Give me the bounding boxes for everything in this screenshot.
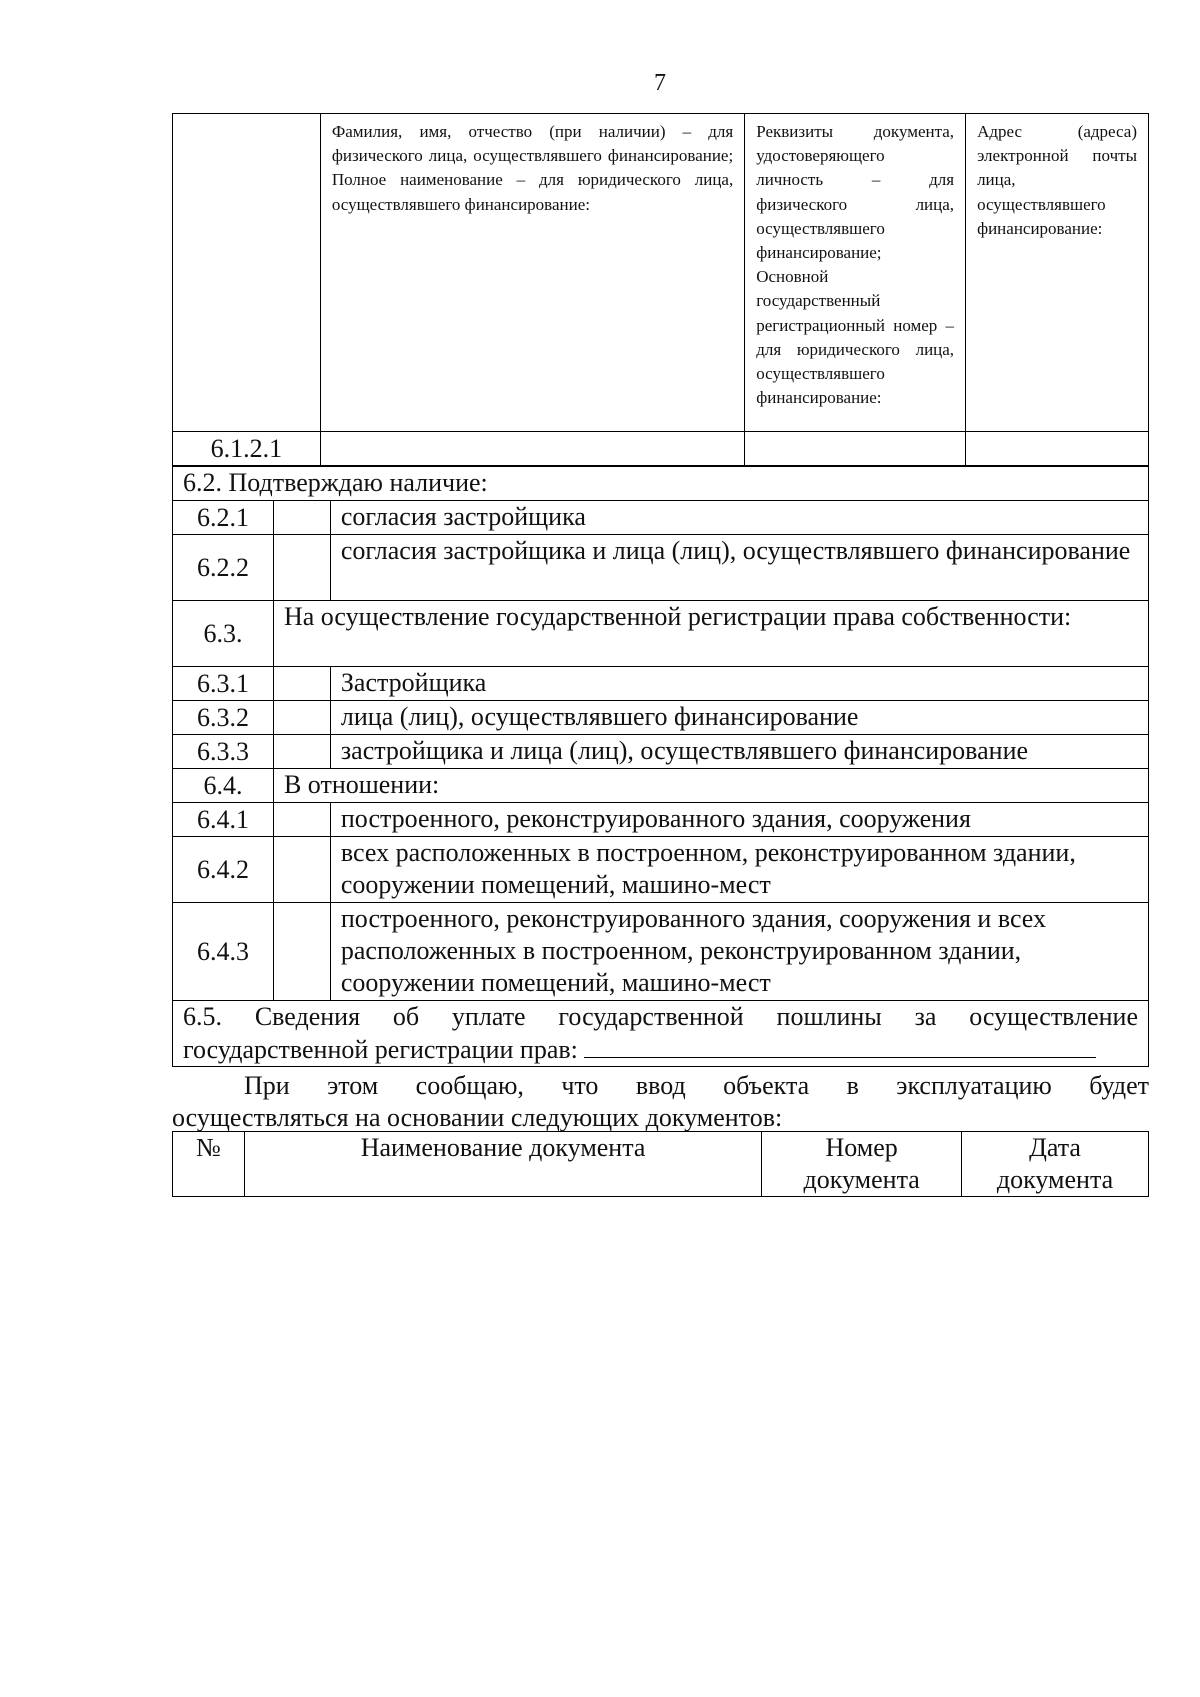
regarding-item-number: 6.4.1 (173, 803, 274, 837)
fee-input-line[interactable] (584, 1033, 1096, 1058)
documents-header-number: № (173, 1132, 245, 1197)
regarding-item-text: построенного, реконструированного здания, сооружения (330, 803, 1148, 837)
confirm-item-number: 6.2.1 (173, 501, 274, 535)
confirm-item-number: 6.2.2 (173, 535, 274, 601)
registration-checkbox[interactable] (273, 701, 330, 735)
regarding-item-text: всех расположенных в построенном, реконструированном здании, сооружении помещений, машино-мест (330, 837, 1148, 903)
documents-table (172, 1131, 1149, 1197)
regarding-item-text: построенного, реконструированного здания, сооружения и всех расположенных в построенном, реконструированном здании, сооружении помещений, машино-мест (330, 903, 1148, 1001)
regarding-item-number: 6.4.3 (173, 903, 274, 1001)
financier-requisites-value[interactable] (745, 432, 966, 466)
documents-header-date: Дата документа (962, 1132, 1149, 1197)
confirm-heading: 6.2. Подтверждаю наличие: (173, 467, 1149, 501)
documents-header-doc-number: Номер документа (762, 1132, 962, 1197)
financier-name-value[interactable] (320, 432, 744, 466)
registration-item-number: 6.3.2 (173, 701, 274, 735)
regarding-checkbox[interactable] (273, 903, 330, 1001)
confirm-item-text: согласия застройщика (330, 501, 1148, 535)
fee-text: 6.5. Сведения об уплате государственной пошлины за осуществление государственной регистрации прав: (183, 1002, 1138, 1064)
registration-checkbox[interactable] (273, 667, 330, 701)
empty-cell (173, 114, 321, 432)
regarding-item-number: 6.4.2 (173, 837, 274, 903)
financier-email-value[interactable] (966, 432, 1149, 466)
registration-item-text: Застройщика (330, 667, 1148, 701)
registration-number: 6.3. (173, 601, 274, 667)
documents-intro-line1: При этом сообщаю, что ввод объекта в эксплуатацию будет (244, 1071, 1149, 1100)
sections-table (172, 466, 1149, 1067)
registration-checkbox[interactable] (273, 735, 330, 769)
registration-heading: На осуществление государственной регистрации права собственности: (273, 601, 1148, 667)
financier-name-header: Фамилия, имя, отчество (при наличии) – для физического лица, осуществлявшего финансирование; Полное наименование – для юридического лица, осуществлявшего финансирование: (320, 114, 744, 432)
regarding-heading: В отношении: (273, 769, 1148, 803)
fee-section (173, 1001, 1149, 1067)
financier-row-number: 6.1.2.1 (173, 432, 321, 466)
regarding-checkbox[interactable] (273, 803, 330, 837)
registration-item-text: застройщика и лица (лиц), осуществлявшего финансирование (330, 735, 1148, 769)
financier-email-header: Адрес (адреса) электронной почты лица, осуществлявшего финансирование: (966, 114, 1149, 432)
registration-item-number: 6.3.1 (173, 667, 274, 701)
documents-intro (172, 1070, 1149, 1134)
confirm-item-text: согласия застройщика и лица (лиц), осуществлявшего финансирование (330, 535, 1148, 601)
registration-item-text: лица (лиц), осуществлявшего финансирование (330, 701, 1148, 735)
documents-intro-line2: осуществляться на основании следующих документов: (172, 1103, 783, 1132)
regarding-checkbox[interactable] (273, 837, 330, 903)
financier-table (172, 113, 1149, 466)
registration-item-number: 6.3.3 (173, 735, 274, 769)
regarding-number: 6.4. (173, 769, 274, 803)
financier-requisites-header: Реквизиты документа, удостоверяющего личность – для физического лица, осуществлявшего финансирование; Основной государственный регистрационный номер – для юридического лица, осуществлявшего финансирование: (745, 114, 966, 432)
documents-header-name: Наименование документа (244, 1132, 761, 1197)
page-number: 7 (654, 70, 666, 96)
confirm-checkbox[interactable] (273, 535, 330, 601)
confirm-checkbox[interactable] (273, 501, 330, 535)
